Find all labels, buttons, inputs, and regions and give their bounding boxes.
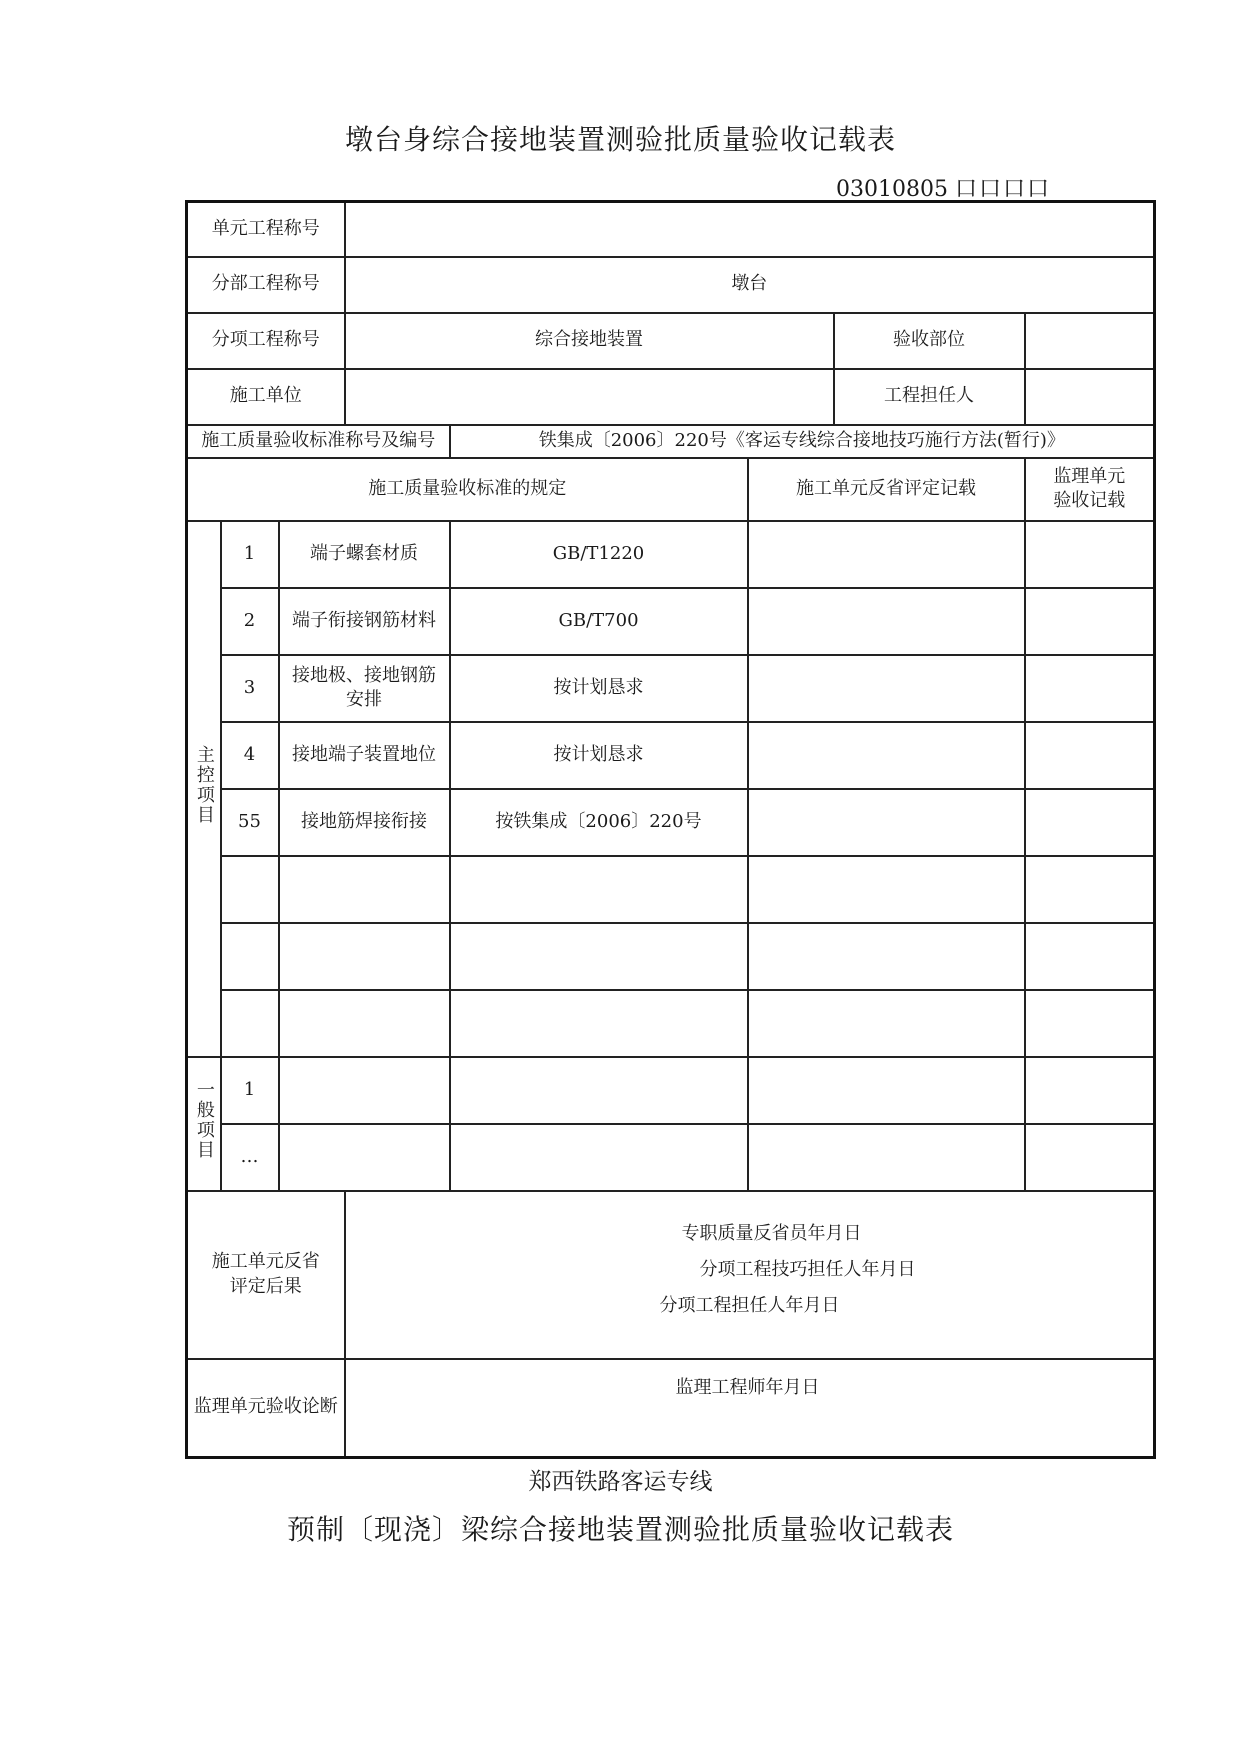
self-result-row <box>187 1191 1155 1359</box>
row-number <box>221 856 279 923</box>
table-row <box>187 990 1155 1057</box>
supervisor-body[interactable] <box>345 1359 1155 1458</box>
row-number <box>221 990 279 1057</box>
row-item <box>279 923 450 990</box>
supervisor-row <box>187 1359 1155 1458</box>
main-items-label: 主控项目 <box>193 744 215 825</box>
row-self-check[interactable] <box>748 521 1025 588</box>
page-title: 墩台身综合接地装置测验批质量验收记载表 <box>344 123 896 156</box>
col-spec-header: 施工质量验收标准的规定 <box>187 458 748 521</box>
col-supervisor-header-text: 监理单元验收记载 <box>1053 465 1126 511</box>
standard-value: 铁集成〔2006〕220号《客运专线综合接地技巧施行方法(暂行)》 <box>450 425 1155 458</box>
form-code <box>836 172 1051 203</box>
inspect-part-value[interactable] <box>1025 313 1155 369</box>
division-value[interactable]: 墩台 <box>345 257 1155 313</box>
row-item: 接地筋焊接衔接 <box>279 789 450 856</box>
row-number: 3 <box>221 655 279 722</box>
row-number: 55 <box>221 789 279 856</box>
pm-value[interactable] <box>1025 369 1155 425</box>
row-item <box>279 856 450 923</box>
inspect-part-label: 验收部位 <box>834 313 1025 369</box>
self-result-label-cell <box>187 1191 345 1359</box>
row-self-check[interactable] <box>748 789 1025 856</box>
row-standard: GB/T1220 <box>450 521 748 588</box>
form-code-boxes: 口口口口 <box>954 177 1051 202</box>
row-self-check[interactable] <box>748 856 1025 923</box>
row-standard <box>450 1124 748 1191</box>
row-item: 端子螺套材质 <box>279 521 450 588</box>
supervisor-engineer-sign: 监理工程师年月日 <box>675 1376 820 1398</box>
table-row <box>187 789 1155 856</box>
quality-inspector-sign: 专职质量反省员年月日 <box>681 1222 862 1244</box>
standard-row <box>187 425 1155 458</box>
row-standard <box>450 856 748 923</box>
item-lead-sign: 分项工程担任人年月日 <box>659 1294 840 1316</box>
main-items-label-cell <box>187 521 221 1057</box>
row-self-check[interactable] <box>748 990 1025 1057</box>
self-result-label: 施工单元反省评定后果 <box>211 1251 320 1297</box>
tech-lead-sign: 分项工程技巧担任人年月日 <box>699 1258 916 1280</box>
standard-label: 施工质量验收标准称号及编号 <box>187 425 450 458</box>
general-items-label: 一般项目 <box>193 1079 215 1160</box>
row-self-check[interactable] <box>748 655 1025 722</box>
division-label: 分部工程称号 <box>187 257 345 313</box>
row-supervisor[interactable] <box>1025 789 1155 856</box>
table-row <box>187 521 1155 588</box>
table-row <box>187 655 1155 722</box>
row-standard <box>450 923 748 990</box>
table-row <box>187 588 1155 655</box>
row-item: 端子衔接钢筋材料 <box>279 588 450 655</box>
row-standard: 按计划恳求 <box>450 655 748 722</box>
contractor-label: 施工单位 <box>187 369 345 425</box>
row-self-check[interactable] <box>748 1057 1025 1124</box>
row-self-check[interactable] <box>748 923 1025 990</box>
row-number: 2 <box>221 588 279 655</box>
row-standard <box>450 990 748 1057</box>
row-number: 1 <box>221 521 279 588</box>
contractor-row <box>187 369 1155 425</box>
supervisor-label: 监理单元验收论断 <box>187 1359 345 1458</box>
row-number: 1 <box>221 1057 279 1124</box>
row-self-check[interactable] <box>748 722 1025 789</box>
row-supervisor[interactable] <box>1025 521 1155 588</box>
row-item-text: 接地极、接地钢筋安排 <box>292 664 436 710</box>
unit-project-row <box>187 202 1155 257</box>
row-supervisor[interactable] <box>1025 923 1155 990</box>
row-item <box>279 1124 450 1191</box>
row-supervisor[interactable] <box>1025 1124 1155 1191</box>
footer-railway-name: 郑西铁路客运专线 <box>528 1469 713 1495</box>
table-row <box>187 856 1155 923</box>
self-result-body[interactable] <box>345 1191 1155 1359</box>
row-supervisor[interactable] <box>1025 990 1155 1057</box>
row-item: 接地端子装置地位 <box>279 722 450 789</box>
col-self-check-header: 施工单元反省评定记载 <box>748 458 1025 521</box>
row-standard: 按铁集成〔2006〕220号 <box>450 789 748 856</box>
contractor-value[interactable] <box>345 369 834 425</box>
row-number: 4 <box>221 722 279 789</box>
row-supervisor[interactable] <box>1025 1057 1155 1124</box>
unit-project-value[interactable] <box>345 202 1155 257</box>
row-supervisor[interactable] <box>1025 722 1155 789</box>
row-item <box>279 1057 450 1124</box>
table-row <box>187 923 1155 990</box>
division-row <box>187 257 1155 313</box>
inspection-record-table <box>185 200 1156 1459</box>
row-supervisor[interactable] <box>1025 588 1155 655</box>
subitem-label: 分项工程称号 <box>187 313 345 369</box>
subitem-value[interactable]: 综合接地装置 <box>345 313 834 369</box>
form-code-number: 03010805 <box>836 177 948 202</box>
row-standard: GB/T700 <box>450 588 748 655</box>
general-items-label-cell <box>187 1057 221 1191</box>
col-supervisor-header <box>1025 458 1155 521</box>
row-item <box>279 990 450 1057</box>
pm-label: 工程担任人 <box>834 369 1025 425</box>
table-row <box>187 1057 1155 1124</box>
row-supervisor[interactable] <box>1025 655 1155 722</box>
row-standard <box>450 1057 748 1124</box>
unit-project-label: 单元工程称号 <box>187 202 345 257</box>
table-row <box>187 1124 1155 1191</box>
table-row <box>187 722 1155 789</box>
row-number: … <box>221 1124 279 1191</box>
next-form-title: 预制〔现浇〕梁综合接地装置测验批质量验收记载表 <box>286 1513 954 1546</box>
row-supervisor[interactable] <box>1025 856 1155 923</box>
row-item <box>279 655 450 722</box>
subitem-row <box>187 313 1155 369</box>
column-header-row <box>187 458 1155 521</box>
row-standard: 按计划恳求 <box>450 722 748 789</box>
row-self-check[interactable] <box>748 1124 1025 1191</box>
row-number <box>221 923 279 990</box>
row-self-check[interactable] <box>748 588 1025 655</box>
